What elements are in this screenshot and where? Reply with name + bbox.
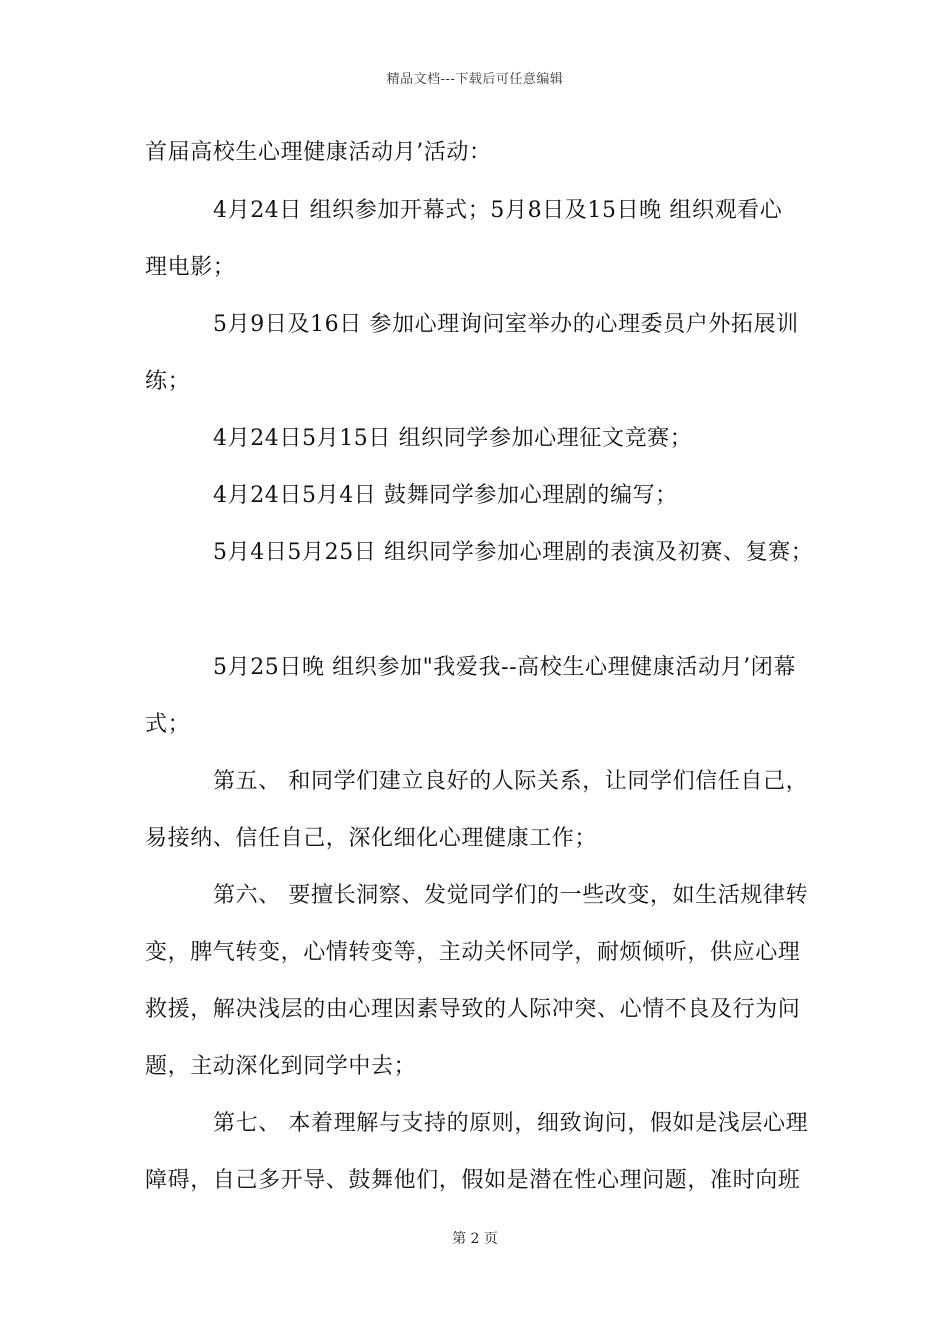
body-line: 理电影； xyxy=(145,255,236,280)
body-line: 第七、 本着理解与支持的原则，细致询问，假如是浅层心理 xyxy=(213,1111,809,1136)
body-line: 变，脾气转变，心情转变等，主动关怀同学，耐烦倾听，供应心理 xyxy=(145,940,801,965)
body-line: 4月24日 组织参加开幕式；5月8日及15日晚 组织观看心 xyxy=(213,198,783,223)
body-line: 4月24日5月4日 鼓舞同学参加心理剧的编写； xyxy=(213,483,678,508)
body-line: 题，主动深化到同学中去； xyxy=(145,1054,417,1079)
body-line: 练； xyxy=(145,369,191,394)
body-line: 5月9日及16日 参加心理询问室举办的心理委员户外拓展训 xyxy=(213,312,799,337)
page-header: 精品文档---下载后可任意编辑 xyxy=(386,72,564,87)
body-line: 易接纳、信任自己，深化细化心理健康工作； xyxy=(145,826,598,851)
body-line: 第五、 和同学们建立良好的人际关系，让同学们信任自己， xyxy=(213,769,809,794)
body-line: 式； xyxy=(145,712,191,737)
body-line: 救援，解决浅层的由心理因素导致的人际冲突、心情不良及行为问 xyxy=(145,997,801,1022)
body-line: 5月4日5月25日 组织同学参加心理剧的表演及初赛、复赛； xyxy=(213,540,814,565)
body-line: 5月25日晚 组织参加"我爱我--高校生心理健康活动月’闭幕 xyxy=(213,655,796,680)
body-line: 障碍，自己多开导、鼓舞他们，假如是潜在性心理问题，准时向班 xyxy=(145,1168,801,1193)
body-line: 第六、 要擅长洞察、发觉同学们的一些改变，如生活规律转 xyxy=(213,883,809,908)
body-line: 首届高校生心理健康活动月’活动： xyxy=(145,140,492,165)
page-number: 第 2 页 xyxy=(452,1231,498,1247)
body-line: 4月24日5月15日 组织同学参加心理征文竞赛； xyxy=(213,426,693,451)
